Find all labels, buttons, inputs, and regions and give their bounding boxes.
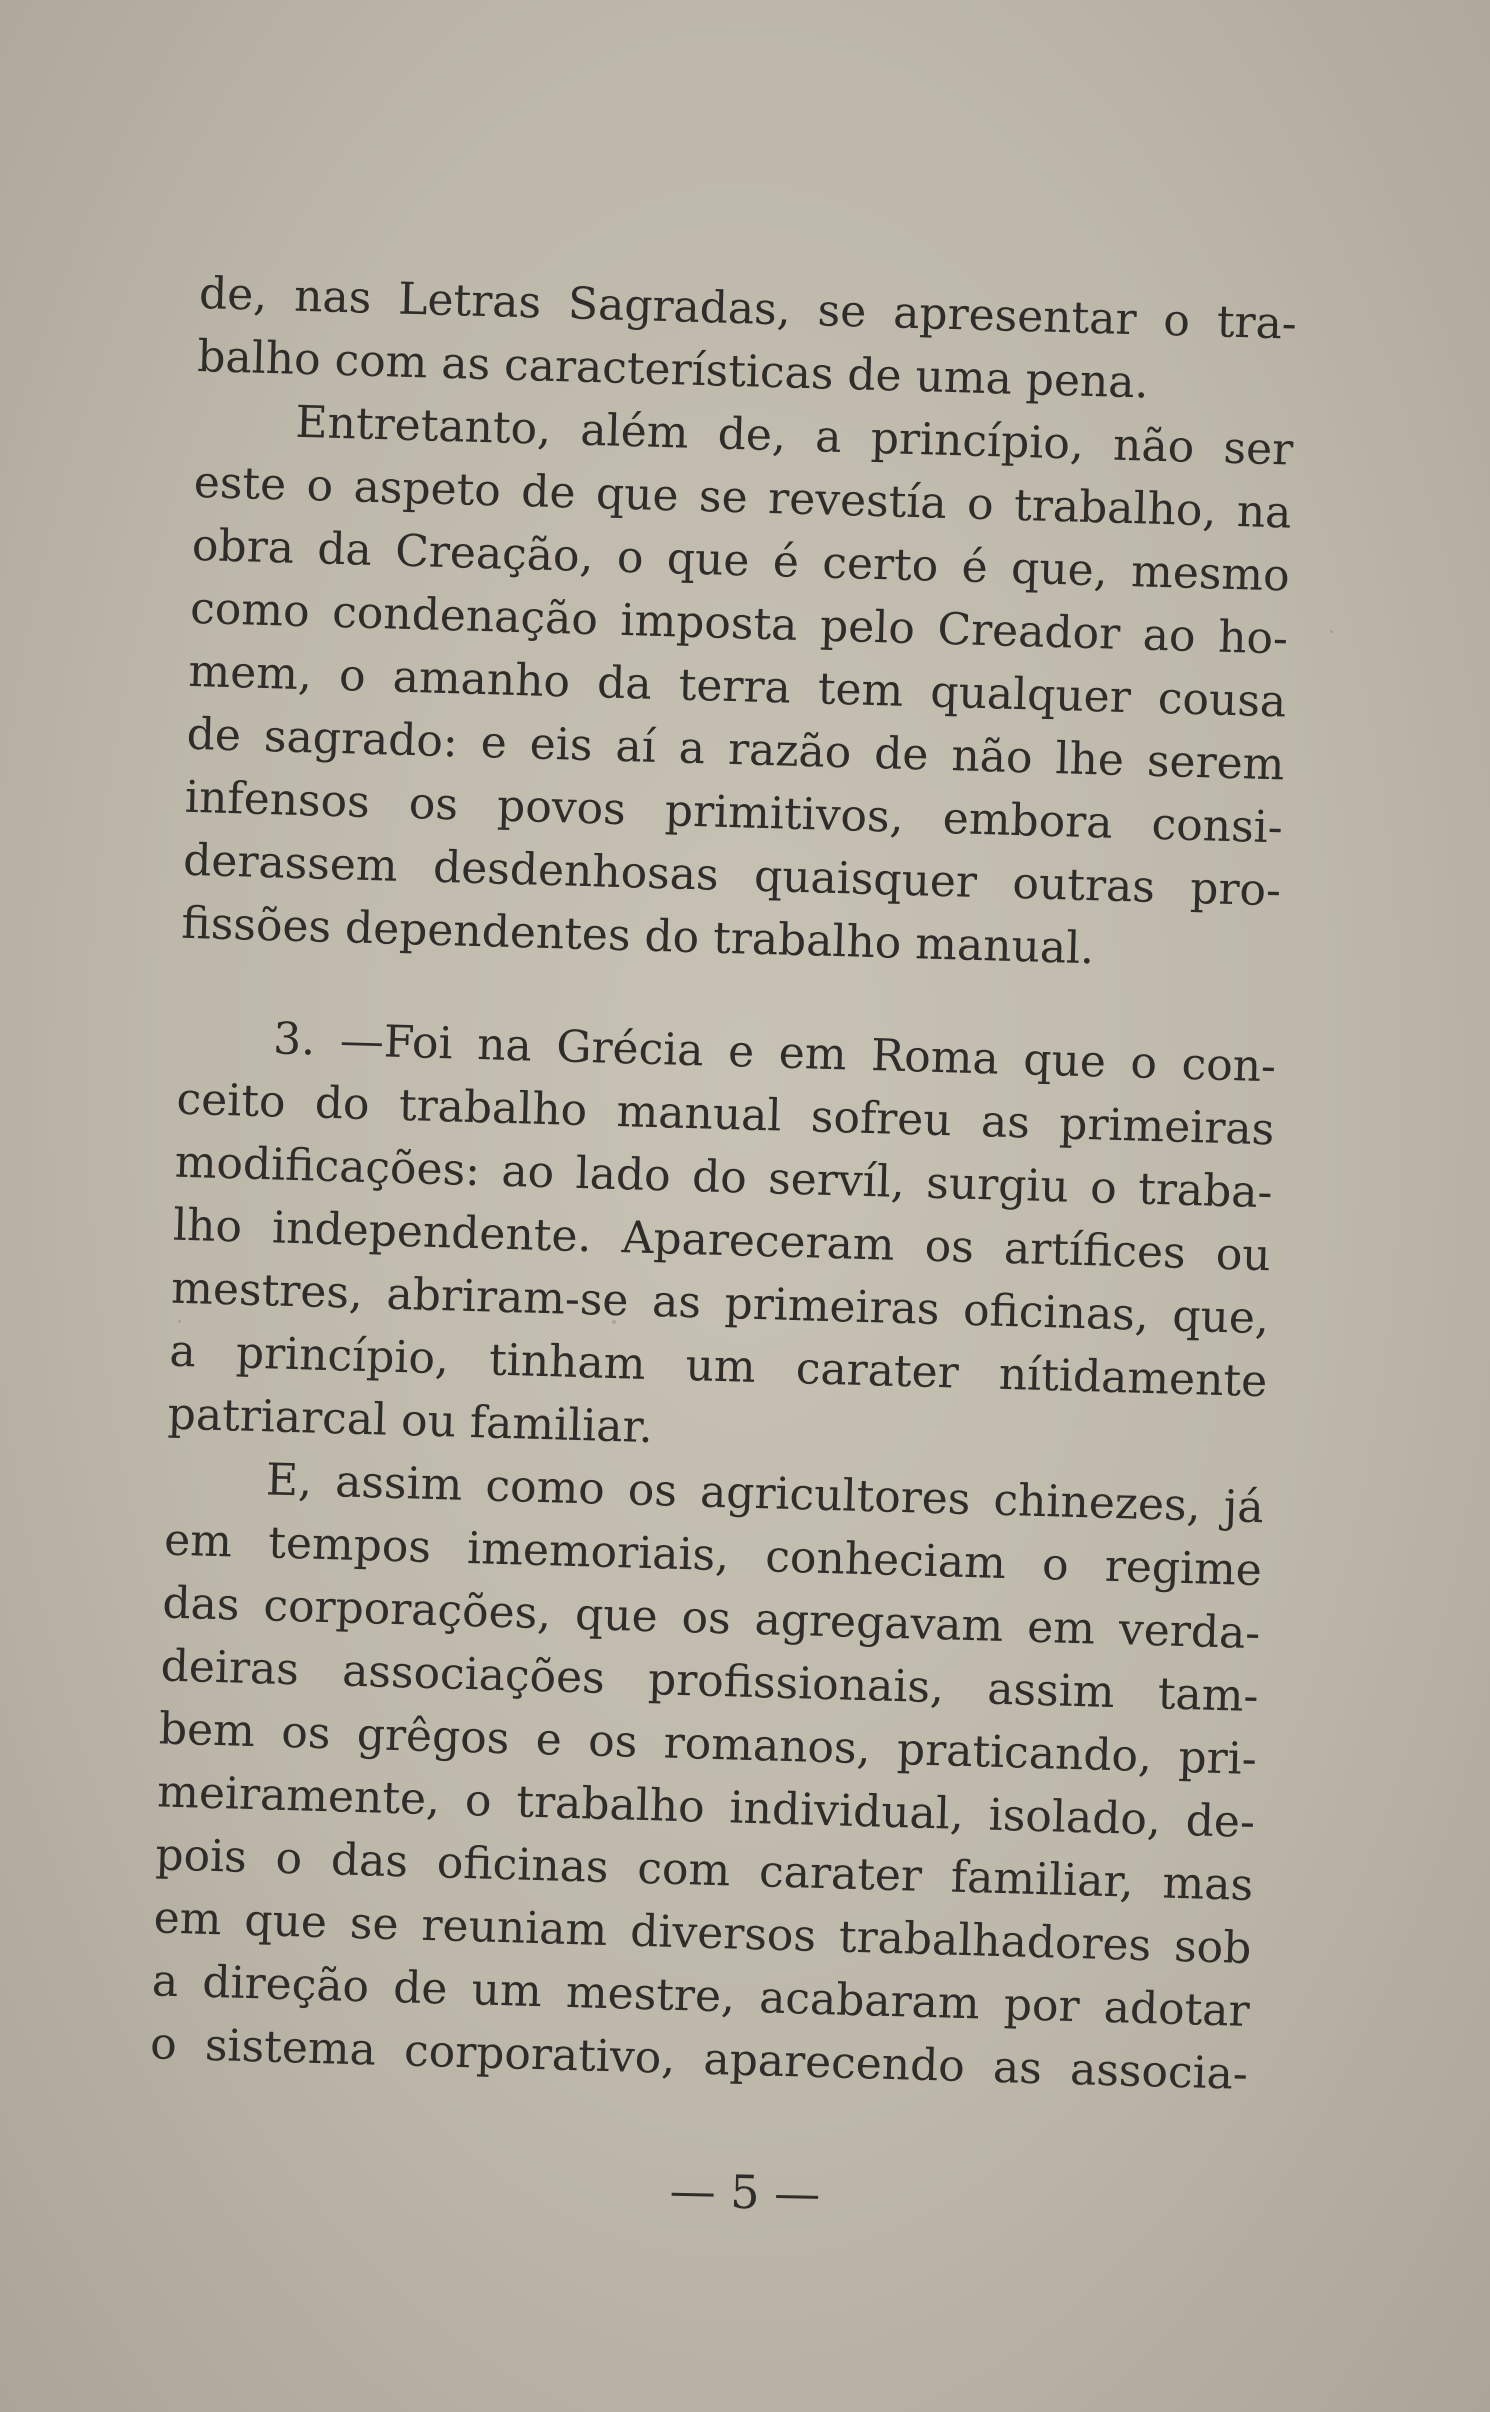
text-line: fissões dependentes do trabalho manual.	[180, 897, 1095, 975]
text-line: 3. —Foi na Grécia e em Roma que o con-	[272, 1013, 1277, 1093]
text-line: deiras associações profissionais, assim tam-	[160, 1640, 1260, 1723]
text-line: derassem desdenhosas quaisquer outras pro-	[182, 834, 1282, 917]
text-line: o sistema corporativo, aparecendo as associa-	[149, 2018, 1249, 2100]
text-line: lho independente. Apareceram os artífices ou	[172, 1199, 1272, 1282]
page-number: — 5 —	[669, 2163, 821, 2221]
text-line: como condenação imposta pelo Creador ao ho-	[189, 582, 1289, 665]
paragraph	[181, 388, 1294, 985]
text-line: em tempos imemoriais, conheciam o regime	[163, 1514, 1263, 1597]
text-line: de, nas Letras Sagradas, se apresentar o tra-	[198, 267, 1298, 350]
paragraph	[167, 1005, 1277, 1476]
text-line: a princípio, tinham um carater nítidamente	[168, 1325, 1268, 1408]
body-text	[149, 262, 1297, 2106]
text-line: a direção de um mestre, acabaram por adotar	[151, 1955, 1251, 2037]
text-line: mestres, abriram-se as primeiras oficinas, que,	[170, 1262, 1270, 1345]
text-line: em que se reuniam diversos trabalhadores sob	[153, 1892, 1253, 1975]
text-line: E, assim como os agricultores chinezes, já	[265, 1454, 1265, 1534]
text-line: balho com as características de uma pena.	[196, 330, 1150, 409]
paragraph	[149, 1446, 1264, 2106]
paper-speck	[1330, 630, 1333, 633]
text-line: de sagrado: e eis aí a razão de não lhe serem	[186, 708, 1286, 791]
text-line: das corporações, que os agregavam em verda-	[161, 1577, 1261, 1660]
text-line: ceito do trabalho manual sofreu as primeiras	[175, 1073, 1275, 1156]
text-line: mem, o amanho da terra tem qualquer cousa	[187, 645, 1287, 728]
text-line: modificações: ao lado do servíl, surgiu o traba-	[174, 1136, 1274, 1219]
text-line: este o aspeto de que se revestía o trabalho, na	[193, 456, 1293, 539]
text-line: pois o das oficinas com carater familiar, mas	[154, 1829, 1254, 1912]
text-line: Entretanto, além de, a princípio, não ser	[294, 396, 1294, 476]
text-line: meiramente, o trabalho individual, isolado, de-	[156, 1766, 1256, 1849]
text-line: patriarcal ou familiar.	[167, 1388, 654, 1454]
text-line: infensos os povos primitivos, embora consi-	[184, 771, 1284, 854]
text-line: obra da Creação, o que é certo é que, mesmo	[191, 519, 1291, 602]
text-line: bem os grêgos e os romanos, praticando, pri-	[158, 1703, 1258, 1786]
